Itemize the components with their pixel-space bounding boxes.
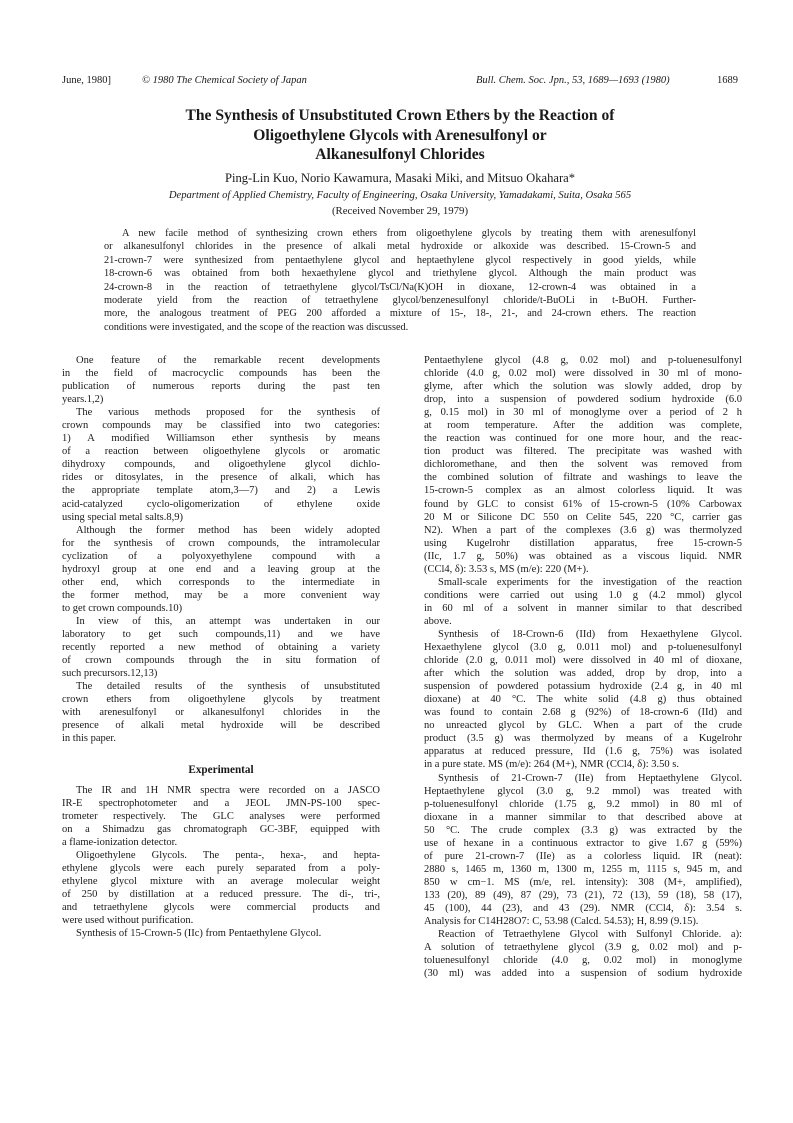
article-title xyxy=(90,106,710,165)
text-line: the combined solution of filtrate and washings to leave the xyxy=(424,472,742,484)
text-line: the reaction was continued for one more hour, and the reac- xyxy=(424,433,742,445)
text-line: The IR and 1H NMR spectra were recorded on a JASCO xyxy=(76,784,380,796)
left-column xyxy=(62,354,380,940)
text-line: were used without purification. xyxy=(62,914,194,926)
text-line: years.1,2) xyxy=(62,394,104,406)
header-page-number: 1689 xyxy=(717,75,738,86)
text-line: 133 (20), 89 (49), 87 (29), 73 (21), 72 (13), 59 (18), 58 (17), xyxy=(424,889,742,901)
text-line: Synthesis of 21-Crown-7 (IIe) from Heptaethylene Glycol. xyxy=(438,772,742,784)
text-line: and tetraethylene glycols were commercial products and xyxy=(62,901,380,913)
text-line: Heptaethylene glycol (3.0 g, 9.2 mmol) was treated with xyxy=(424,785,742,797)
text-line: (30 ml) was added into a suspension of sodium hydroxide xyxy=(424,968,742,980)
text-line: toluenesulfonyl chloride (4.0 g, 0.02 mol) in monoglyme xyxy=(424,955,742,967)
text-line: laboratory to get such compounds,11) and we have xyxy=(62,628,380,640)
text-line: no unreacted glycol by GLC. When a part of the crude xyxy=(424,720,742,732)
text-line: dichloromethane, and then the solvent was removed from xyxy=(424,459,742,471)
text-line: Small-scale experiments for the investigation of the reaction xyxy=(438,576,742,588)
text-line: crown compounds may be classified into two categories: xyxy=(62,420,380,432)
text-line: Hexaethylene glycol (3.0 g, 0.011 mol) and p-toluenesulfonyl xyxy=(424,642,742,654)
text-line: trometer respectively. The GLC analyses were performed xyxy=(62,810,380,822)
text-line: rides or ditosylates, in the presence of alkali, which has xyxy=(62,472,380,484)
right-column xyxy=(424,354,742,980)
text-line: cyclization of a polyoxyethylene compound with a xyxy=(62,550,380,562)
text-line: g, 0.15 mol) in 30 ml of monoglyme over a period of 2 h xyxy=(424,407,742,419)
running-header xyxy=(62,74,738,88)
text-line: Reaction of Tetraethylene Glycol with Sulfonyl Chloride. a): xyxy=(438,929,742,941)
text-line: presence of alkali metal hydroxide will be described xyxy=(62,720,380,732)
text-line: using special metal salts.8,9) xyxy=(62,511,184,523)
text-line: (IIc, 1.7 g, 50%) was obtained as a viscous liquid. NMR xyxy=(424,550,742,562)
text-line: The detailed results of the synthesis of unsubstituted xyxy=(76,681,380,693)
header-journal-citation: Bull. Chem. Soc. Jpn., 53, 1689—1693 (1980) xyxy=(476,75,670,86)
text-line: 20 M or Silicone DC 550 on Celite 545, 220 °C, carrier gas xyxy=(424,511,742,523)
text-line: 1) A modified Williamson ether synthesis by means xyxy=(62,433,380,445)
text-line: crown ethers from oligoethylene glycols by treatment xyxy=(62,694,380,706)
abstract-line: 18-crown-6 was obtained from both hexaethylene glycol and triethylene glycol. Although the main product was xyxy=(104,268,696,280)
text-line: with arenesulfonyl or alkanesulfonyl chlorides in the xyxy=(62,707,380,719)
text-line: the former method, may be a more convenient way xyxy=(62,589,380,601)
text-line: recently reported a new method of obtaining a variety xyxy=(62,642,380,654)
text-line: 850 w cm−1. MS (m/e, rel. intensity): 308 (M+, amplified), xyxy=(424,876,742,888)
abstract-line: moderate yield from the reaction of tetraethylene glycol/benzenesulfonyl chloride/t-BuOLi in t-BuOH. Further- xyxy=(104,295,696,307)
text-line: chloride (4.0 g, 0.02 mol) were dissolved in 30 ml of mono- xyxy=(424,368,742,380)
text-line: apparatus at reduced pressure, IId (1.6 g, 75%) was isolated xyxy=(424,746,742,758)
text-line: at room temperature. After the addition was complete, xyxy=(424,420,742,432)
text-line: p-toluenesulfonyl chloride (1.75 g, 9.2 mmol) in 80 ml of xyxy=(424,798,742,810)
text-line: a flame-ionization detector. xyxy=(62,836,178,848)
text-line: dioxane in a manner simmilar to that described above at xyxy=(424,811,742,823)
text-line: Analysis for C14H28O7: C, 53.98 (Calcd. 54.53); H, 8.99 (9.15). xyxy=(424,916,699,928)
text-line: Oligoethylene Glycols. The penta-, hexa-, and hepta- xyxy=(76,849,380,861)
author-list: Ping-Lin Kuo, Norio Kawamura, Masaki Miki, and Mitsuo Okahara* xyxy=(224,171,576,185)
abstract-line: conditions were investigated, and the scope of the reaction was discussed. xyxy=(104,321,409,333)
text-line: One feature of the remarkable recent developments xyxy=(76,355,380,366)
text-line: Pentaethylene glycol (4.8 g, 0.02 mol) and p-toluenesulfonyl xyxy=(424,355,742,366)
abstract-line: more, the analogous treatment of PEG 200 afforded a mixture of 15-, 18-, 21-, and 24-crown ethers. The reaction xyxy=(104,308,696,320)
title-line: The Synthesis of Unsubstituted Crown Ethers by the Reaction of xyxy=(185,107,615,124)
text-line: 2880 s, 1465 m, 1360 m, 1300 m, 1255 m, 1115 s, 945 m, and xyxy=(424,863,742,875)
text-line: (CCl4, δ): 3.53 s, MS (m/e): 220 (M+). xyxy=(424,563,589,575)
text-line: on a Shimadzu gas chromatograph GC-3BF, equipped with xyxy=(62,823,380,835)
abstract-line: or alkanesulfonyl chlorides in the presence of alkali metal hydroxide or alkoxide was described. 15-Crown-5 and xyxy=(104,241,696,253)
title-line: Alkanesulfonyl Chlorides xyxy=(315,146,485,163)
text-line: the appropriate template atom,3—7) and 2) a Lewis xyxy=(62,485,380,497)
text-line: tion product was filtered. The precipitate was washed with xyxy=(424,446,742,458)
text-line: dihydroxy compounds, and oligoethylene glycol dichlo- xyxy=(62,459,380,471)
text-line: chloride (2.0 g, 0.011 mol) were dissolved in 40 ml of dioxane, xyxy=(424,655,742,667)
text-line: for the synthesis of crown compounds, the intramolecular xyxy=(62,537,380,549)
text-line: of pure 21-crown-7 (IIe) as a colorless liquid. IR (neat): xyxy=(424,850,742,862)
text-line: ethylene glycol mixture with an average molecular weight xyxy=(62,875,380,887)
received-date: (Received November 29, 1979) xyxy=(331,205,469,217)
text-line: use of hexane in a continuous extractor to give 1.67 g (59%) xyxy=(424,837,742,849)
text-line: Synthesis of 18-Crown-6 (IId) from Hexaethylene Glycol. xyxy=(438,628,742,640)
text-line: was found to contain 2.68 g (92%) of 18-crown-6 (IId) and xyxy=(424,707,742,719)
text-line: of 250 by distillation at a reduced pressure. The di-, tri-, xyxy=(62,888,380,900)
header-copyright: © 1980 The Chemical Society of Japan xyxy=(142,75,307,86)
text-line: publication of numerous reports during the past ten xyxy=(62,381,380,393)
abstract-line: A new facile method of synthesizing crown ethers from oligoethylene glycols by treating them with arenesulfonyl xyxy=(122,228,696,239)
text-line: product (3.5 g) was thermolyzed by means of a Kugelrohr xyxy=(424,733,742,745)
text-line: 50 °C. The crude complex (3.3 g) was extracted by the xyxy=(424,824,742,836)
text-line: to get crown compounds.10) xyxy=(62,602,183,614)
text-line: ethylene glycols were each purely separated from a poly- xyxy=(62,862,380,874)
text-line: in the field of macrocyclic compounds has been the xyxy=(62,368,380,380)
text-line: in 60 ml of a solvent in manner similar to that described xyxy=(424,602,742,614)
text-line: in this paper. xyxy=(62,733,116,745)
section-heading-experimental: Experimental xyxy=(188,764,254,777)
text-line: in a pure state. MS (m/e): 264 (M+), NMR (CCl4, δ): 3.50 s. xyxy=(424,759,679,771)
text-line: 15-crown-5 complex as an almost colorless liquid. It was xyxy=(424,485,742,497)
header-date: June, 1980] xyxy=(62,75,111,86)
text-line: hydroxyl group at one end and a leaving group at the xyxy=(62,563,380,575)
text-line: The various methods proposed for the synthesis of xyxy=(76,407,380,419)
affiliation: Department of Applied Chemistry, Faculty of Engineering, Osaka University, Yamadakami, Suita, Osaka 565 xyxy=(168,190,632,201)
abstract-line: 21-crown-7 were synthesized from pentaethylene glycol and heptaethylene glycol respectively in good yields, while xyxy=(104,254,696,266)
text-line: conditions were carried out using 1.0 g (4.2 mmol) glycol xyxy=(424,589,742,601)
text-line: N2). When a part of the complexes (3.6 g) was thermolyzed xyxy=(424,524,742,536)
text-line: after which the solution was added, drop by drop, into a xyxy=(424,668,742,680)
text-line: suspension of powdered potassium hydroxide (2.4 g, in 40 ml xyxy=(424,681,742,693)
text-line: of crown compounds through the in situ formation of xyxy=(62,655,380,667)
text-line: using Kugelrohr distillation apparatus, free 15-crown-5 xyxy=(424,537,742,549)
text-line: drop, into a suspension of powdered sodium hydroxide (6.0 xyxy=(424,394,742,406)
text-line: found by GLC to consist 61% of 15-crown-5 (10% Carbowax xyxy=(424,498,742,510)
text-line: 45 (100), 44 (23), and 43 (29). NMR (CCl4, δ): 3.54 s. xyxy=(424,902,742,914)
abstract-line: 24-crown-8 in the reaction of tetraethylene glycol/TsCl/Na(K)OH in dioxane, 12-crown-4 was obtained in a xyxy=(104,281,696,293)
text-line: other end, which corresponds to the intermediate in xyxy=(62,576,380,588)
title-line: Oligoethylene Glycols with Arenesulfonyl or xyxy=(253,126,547,144)
text-line: In view of this, an attempt was undertaken in our xyxy=(76,615,380,627)
text-line: of a reaction between oligoethylene glycols or aromatic xyxy=(62,446,380,458)
text-line: glyme, after which the solution was slowly added, drop by xyxy=(424,381,742,393)
text-line: above. xyxy=(424,615,452,627)
text-line: acid-catalyzed cyclo-oligomerization of ethylene oxide xyxy=(62,498,380,510)
text-line: such precursors.12,13) xyxy=(62,668,158,680)
text-line: Synthesis of 15-Crown-5 (IIc) from Pentaethylene Glycol. xyxy=(76,928,322,940)
text-line: dioxane) at 40 °C. The white solid (4.8 g) thus obtained xyxy=(424,694,742,706)
text-line: A solution of tetraethylene glycol (3.9 g, 0.02 mol) and p- xyxy=(424,942,742,954)
abstract xyxy=(104,227,696,334)
text-line: Although the former method has been widely adopted xyxy=(76,524,380,536)
text-line: IR-E spectrophotometer and a JEOL JMN-PS-100 spec- xyxy=(62,797,380,809)
